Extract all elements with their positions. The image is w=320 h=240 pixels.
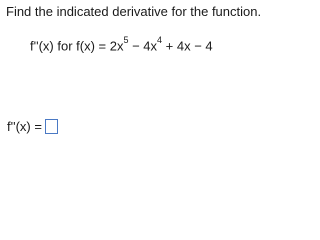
function-expression <box>30 37 213 53</box>
expression-term-2: − 4x <box>128 38 158 54</box>
exponent-2: 4 <box>157 35 163 45</box>
expression-term-3: + 4x − 4 <box>162 38 213 54</box>
expression-lhs: f''(x) for f(x) = 2x <box>30 38 124 54</box>
answer-input[interactable] <box>45 119 58 134</box>
exponent-1: 5 <box>123 35 129 45</box>
answer-label: f''(x) = <box>7 119 42 134</box>
answer-row <box>7 119 58 134</box>
question-prompt: Find the indicated derivative for the function. <box>6 4 262 19</box>
